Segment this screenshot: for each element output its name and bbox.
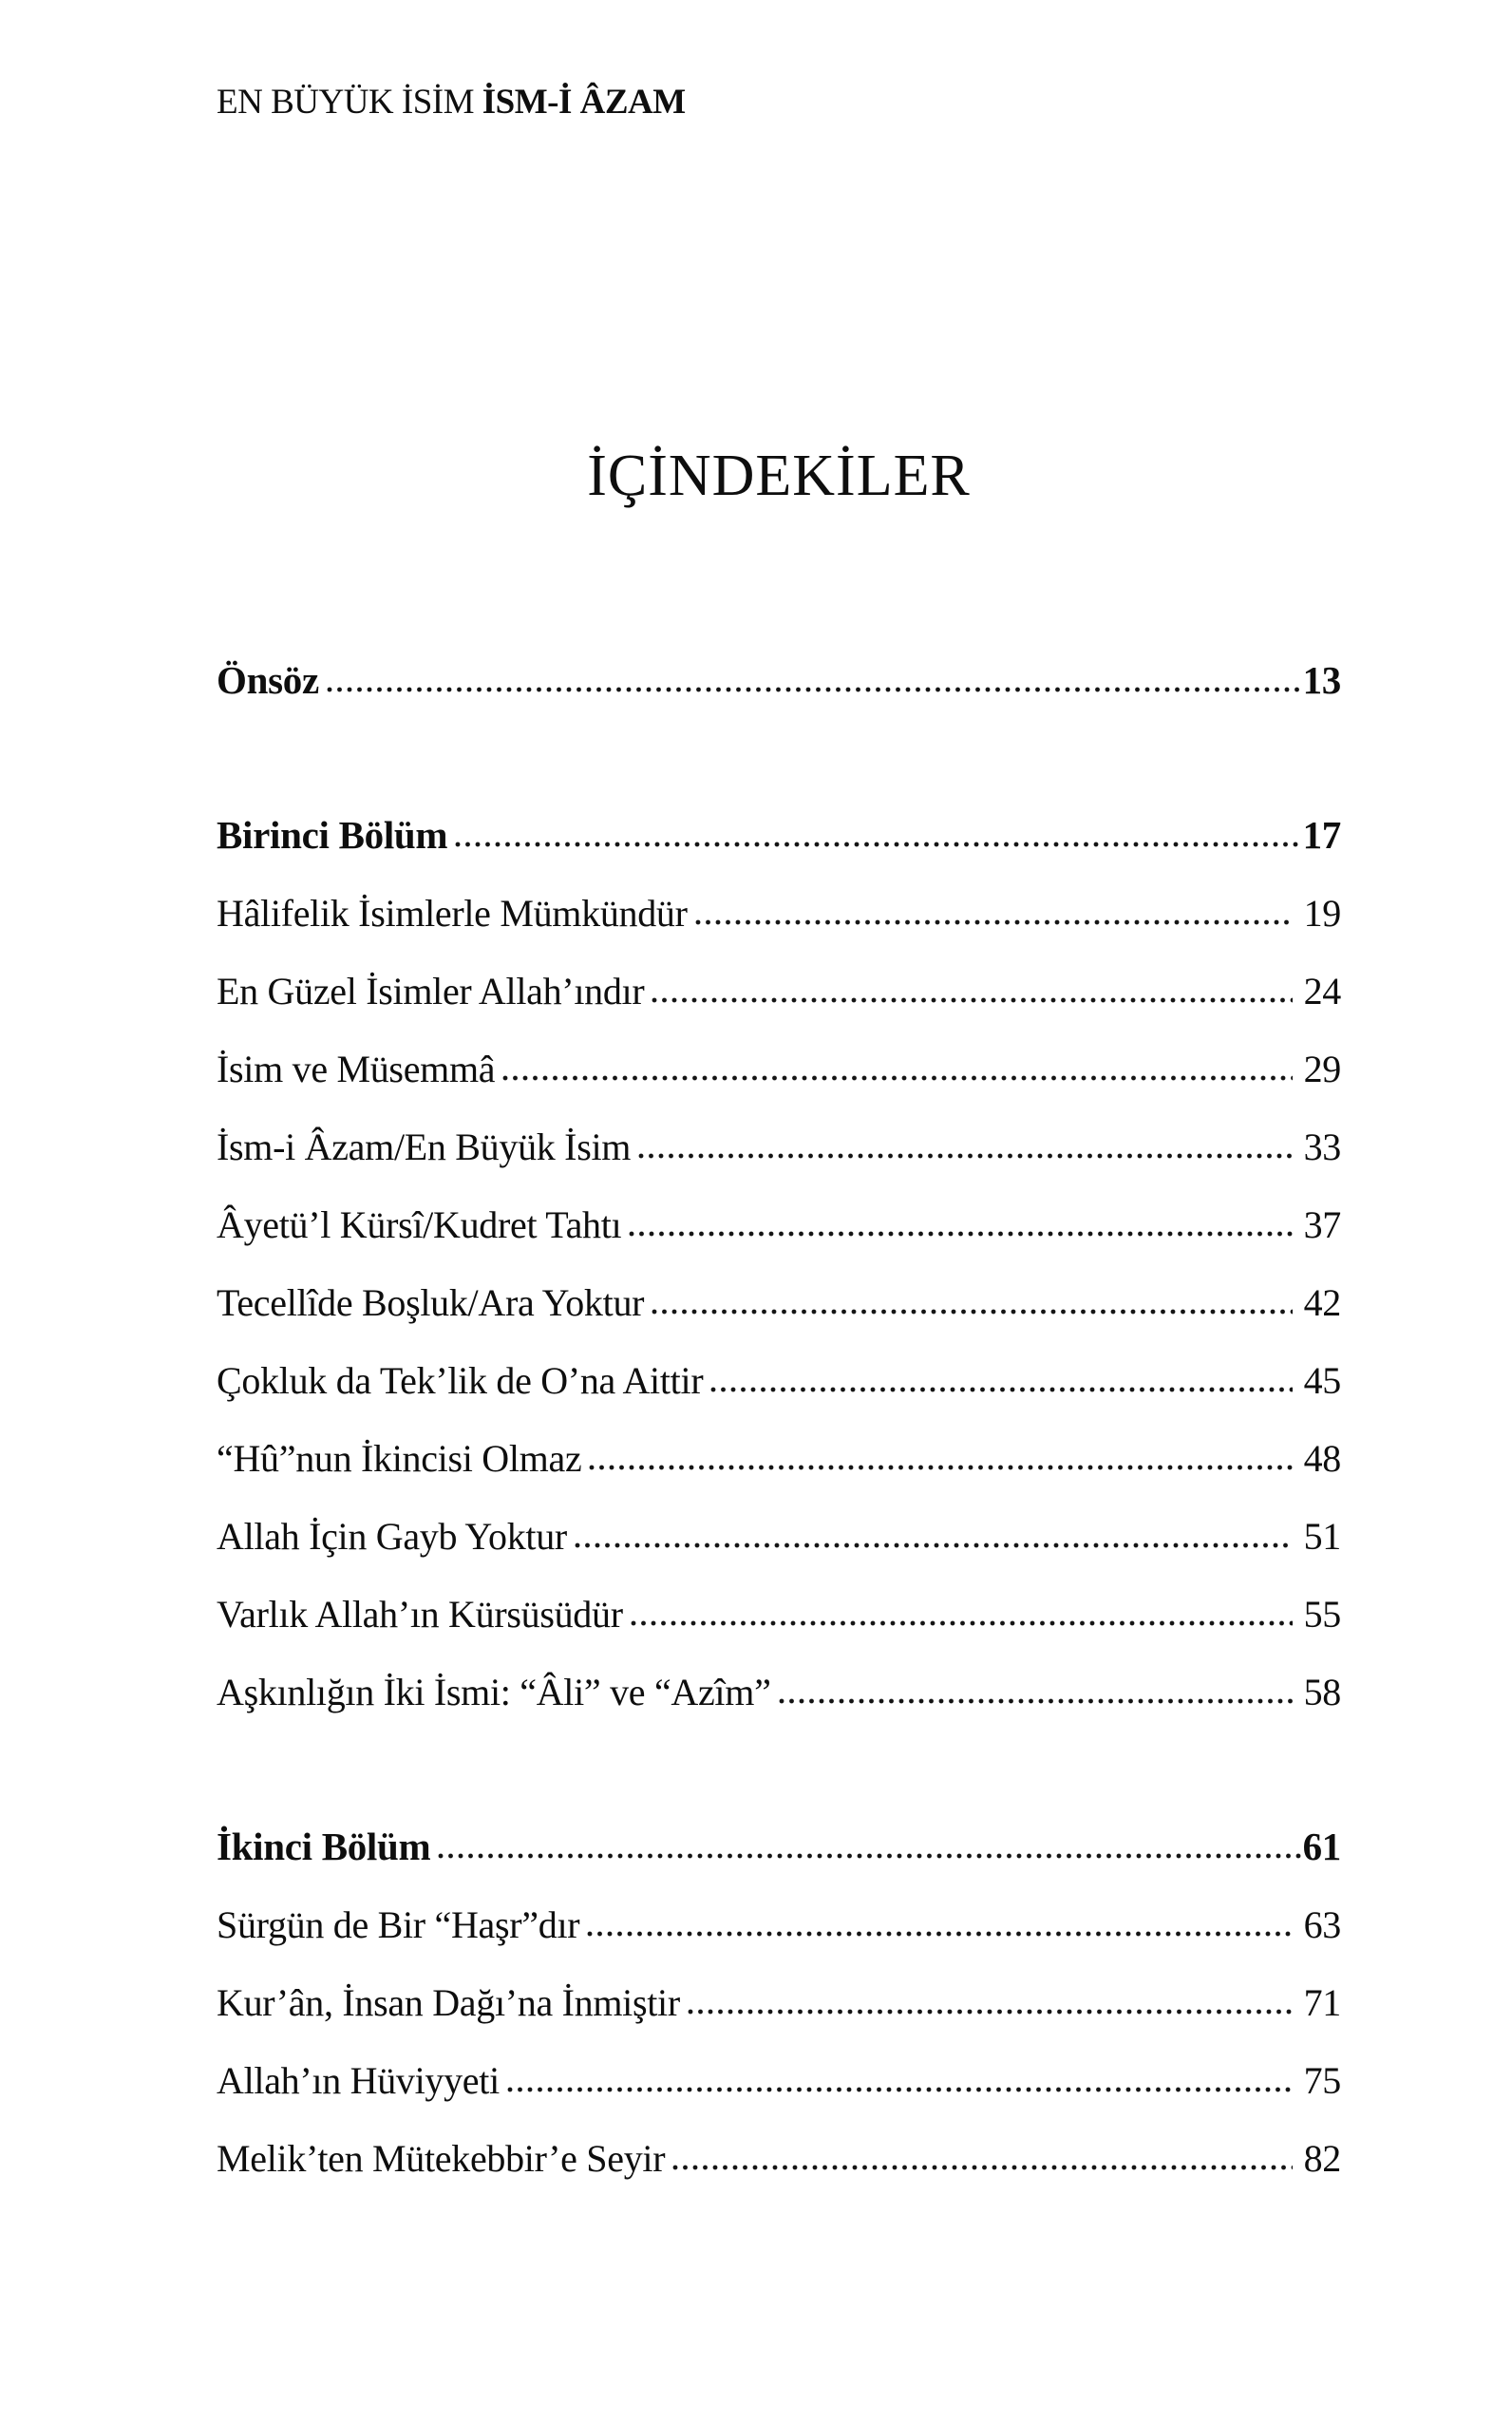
toc-entry-label: Birinci Bölüm: [217, 812, 448, 857]
dot-leader: [455, 842, 1302, 847]
toc-entry-label: İsim ve Müsemmâ: [217, 1048, 496, 1090]
toc-entry-page: 29: [1303, 1048, 1341, 1090]
dot-leader: [652, 997, 1292, 1003]
toc-entry-label: “Hû”nun İkincisi Olmaz: [217, 1437, 582, 1480]
dot-leader: [629, 1231, 1292, 1237]
toc-entry-page: 55: [1303, 1593, 1341, 1636]
toc-row: [217, 934, 1341, 1012]
toc-row: [217, 1012, 1341, 1089]
toc-entry-page: 24: [1303, 970, 1341, 1012]
toc-entry-page: 42: [1303, 1281, 1341, 1324]
toc-row: [217, 1167, 1341, 1245]
toc-entry-label: Varlık Allah’ın Kürsüsüdür: [217, 1593, 623, 1636]
toc-entry-label: Tecellîde Boşluk/Ara Yoktur: [217, 1281, 645, 1324]
toc-entry-label: Allah’ın Hüviyyeti: [217, 2059, 500, 2102]
dot-leader: [327, 687, 1303, 692]
toc-entry-label: Âyetü’l Kürsî/Kudret Tahtı: [217, 1203, 622, 1246]
dot-leader: [695, 919, 1293, 925]
toc-entry-page: 37: [1303, 1203, 1341, 1246]
toc-entry-label: İkinci Bölüm: [217, 1824, 431, 1868]
toc-entry-page: 17: [1302, 812, 1341, 857]
dot-leader: [587, 1931, 1292, 1937]
running-header-regular: EN BÜYÜK İSİM: [217, 83, 474, 122]
dot-leader: [672, 2165, 1292, 2170]
toc-entry-page: 45: [1303, 1359, 1341, 1402]
toc-entry-page: 33: [1303, 1126, 1341, 1168]
toc-entry-label: Aşkınlığın İki İsmi: “Âli” ve “Azîm”: [217, 1671, 771, 1713]
toc-entry-page: 51: [1303, 1515, 1341, 1558]
toc-row: [217, 2023, 1341, 2101]
dot-leader: [688, 2009, 1293, 2015]
dot-leader: [502, 1075, 1292, 1081]
dot-leader: [631, 1620, 1293, 1626]
toc-row: [217, 856, 1341, 934]
toc-entry-page: 63: [1303, 1903, 1341, 1946]
toc-entry-label: En Güzel İsimler Allah’ındır: [217, 970, 645, 1012]
dot-leader: [438, 1853, 1302, 1859]
toc-row: [217, 1479, 1341, 1557]
toc-row: [217, 1323, 1341, 1401]
toc-list: [217, 623, 1341, 2179]
toc-row: [217, 623, 1341, 701]
toc-row: [217, 1089, 1341, 1167]
toc-entry-page: 71: [1303, 1981, 1341, 2024]
toc-entry-label: Önsöz: [217, 657, 319, 702]
toc-entry-page: 58: [1303, 1671, 1341, 1713]
toc-row: [217, 2101, 1341, 2179]
toc-row: [217, 1401, 1341, 1479]
toc-row: [217, 778, 1341, 856]
dot-leader: [710, 1387, 1292, 1392]
toc-row: [217, 1245, 1341, 1323]
dot-leader: [575, 1542, 1293, 1548]
toc-entry-page: 75: [1303, 2059, 1341, 2102]
toc-row: [217, 1557, 1341, 1635]
toc-entry-label: İsm-i Âzam/En Büyük İsim: [217, 1126, 632, 1168]
dot-leader: [652, 1309, 1292, 1315]
page-title: İÇİNDEKİLER: [587, 444, 971, 508]
toc-row: [217, 1635, 1341, 1712]
toc-row: [217, 1789, 1341, 1867]
toc-entry-page: 19: [1303, 892, 1341, 935]
toc-row: [217, 1945, 1341, 2023]
dot-leader: [779, 1698, 1293, 1704]
dot-leader: [507, 2087, 1293, 2092]
toc-entry-page: 13: [1302, 657, 1341, 702]
toc-entry-label: Allah İçin Gayb Yoktur: [217, 1515, 567, 1558]
toc-entry-label: Sürgün de Bir “Haşr”dır: [217, 1903, 580, 1946]
dot-leader: [589, 1465, 1292, 1470]
toc-entry-label: Kur’ân, İnsan Dağı’na İnmiştir: [217, 1981, 680, 2024]
toc-row: [217, 1867, 1341, 1945]
toc-entry-label: Hâlifelik İsimlerle Mümkündür: [217, 892, 688, 935]
running-header: [217, 82, 686, 123]
toc-entry-page: 48: [1303, 1437, 1341, 1480]
dot-leader: [638, 1153, 1293, 1159]
running-header-bold: İSM-İ ÂZAM: [482, 83, 686, 122]
toc-entry-label: Çokluk da Tek’lik de O’na Aittir: [217, 1359, 704, 1402]
toc-entry-label: Melik’ten Mütekebbir’e Seyir: [217, 2137, 666, 2180]
toc-entry-page: 61: [1302, 1824, 1341, 1868]
toc-entry-page: 82: [1303, 2137, 1341, 2180]
